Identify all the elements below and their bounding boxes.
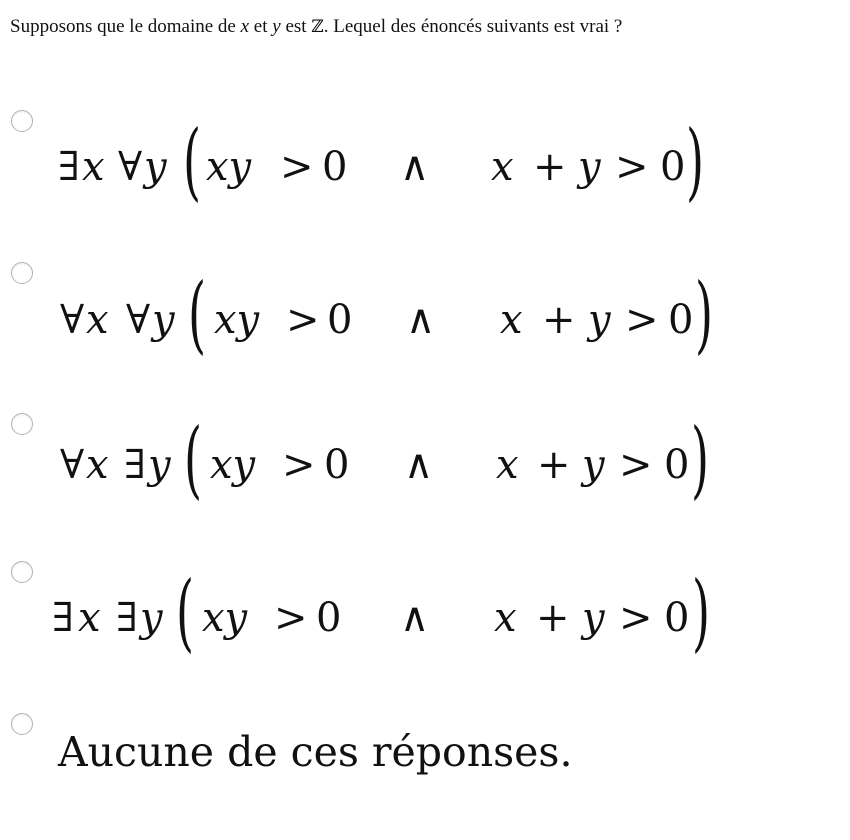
answer-option-none[interactable] — [0, 700, 850, 830]
greater-than-symbol: > — [286, 297, 320, 343]
logical-and-symbol: ∧ — [404, 442, 434, 488]
answer-option-4[interactable] — [0, 547, 850, 677]
radio-button-1[interactable] — [11, 110, 33, 132]
close-parenthesis: ) — [695, 265, 714, 363]
quantifier-1: ∀ — [60, 442, 85, 488]
plus-symbol: + — [533, 144, 567, 190]
plus-symbol: + — [536, 595, 570, 641]
question-variable-y: y — [272, 16, 281, 37]
zero-value: 0 — [322, 144, 348, 190]
answer-option-1[interactable] — [0, 92, 850, 222]
zero-value: 0 — [664, 595, 690, 641]
greater-than-symbol: > — [282, 442, 316, 488]
answer-option-3[interactable] — [0, 396, 850, 526]
zero-value: 0 — [324, 442, 350, 488]
greater-than-symbol: > — [619, 442, 653, 488]
quantifier-2: ∃ — [116, 595, 138, 641]
bound-variable-y: y — [148, 442, 171, 488]
question-integer-set: ℤ — [311, 17, 324, 37]
bound-variable-x: x — [86, 297, 109, 343]
greater-than-symbol: > — [619, 595, 653, 641]
quantifier-1: ∃ — [58, 144, 80, 190]
quantifier-1: ∃ — [52, 595, 74, 641]
question-text-start: Supposons que le domaine de — [10, 16, 241, 37]
open-parenthesis: ( — [188, 265, 207, 363]
sum-variable-y: y — [582, 595, 605, 641]
question-text-and: et — [249, 16, 273, 37]
bound-variable-x: x — [82, 144, 105, 190]
zero-value: 0 — [316, 595, 342, 641]
zero-value: 0 — [664, 442, 690, 488]
sum-variable-y: y — [582, 442, 605, 488]
greater-than-symbol: > — [615, 144, 649, 190]
radio-button-5[interactable] — [11, 713, 33, 735]
open-parenthesis: ( — [183, 112, 202, 210]
radio-button-2[interactable] — [11, 262, 33, 284]
greater-than-symbol: > — [280, 144, 314, 190]
sum-variable-x: x — [500, 297, 523, 343]
sum-variable-x: x — [494, 595, 517, 641]
sum-variable-y: y — [588, 297, 611, 343]
bound-variable-x: x — [78, 595, 101, 641]
radio-button-4[interactable] — [11, 561, 33, 583]
zero-value: 0 — [668, 297, 694, 343]
quantifier-2: ∀ — [118, 144, 143, 190]
close-parenthesis: ) — [691, 410, 710, 508]
logical-and-symbol: ∧ — [406, 297, 436, 343]
question-prompt — [10, 15, 622, 39]
zero-value: 0 — [327, 297, 353, 343]
close-parenthesis: ) — [686, 112, 705, 210]
zero-value: 0 — [660, 144, 686, 190]
sum-variable-y: y — [578, 144, 601, 190]
quantifier-2: ∃ — [124, 442, 146, 488]
bound-variable-y: y — [144, 144, 167, 190]
close-parenthesis: ) — [692, 563, 711, 661]
bound-variable-y: y — [152, 297, 175, 343]
product-term: xy — [210, 442, 256, 488]
radio-button-3[interactable] — [11, 413, 33, 435]
question-variable-x: x — [240, 16, 250, 37]
answer-option-2[interactable] — [0, 245, 850, 375]
product-term: xy — [202, 595, 248, 641]
question-text-end: . Lequel des énoncés suivants est vrai ? — [323, 16, 623, 37]
question-text-is: est — [280, 16, 312, 37]
greater-than-symbol: > — [274, 595, 308, 641]
quantifier-2: ∀ — [126, 297, 151, 343]
open-parenthesis: ( — [176, 563, 195, 661]
product-term: xy — [214, 297, 260, 343]
plus-symbol: + — [537, 442, 571, 488]
logical-and-symbol: ∧ — [400, 595, 430, 641]
sum-variable-x: x — [496, 442, 519, 488]
greater-than-symbol: > — [625, 297, 659, 343]
plus-symbol: + — [542, 297, 576, 343]
open-parenthesis: ( — [184, 410, 203, 508]
bound-variable-y: y — [140, 595, 163, 641]
bound-variable-x: x — [86, 442, 109, 488]
none-option-label: Aucune de ces réponses. — [58, 728, 573, 776]
logical-and-symbol: ∧ — [400, 144, 430, 190]
product-term: xy — [206, 144, 252, 190]
sum-variable-x: x — [491, 144, 514, 190]
quantifier-1: ∀ — [60, 297, 85, 343]
